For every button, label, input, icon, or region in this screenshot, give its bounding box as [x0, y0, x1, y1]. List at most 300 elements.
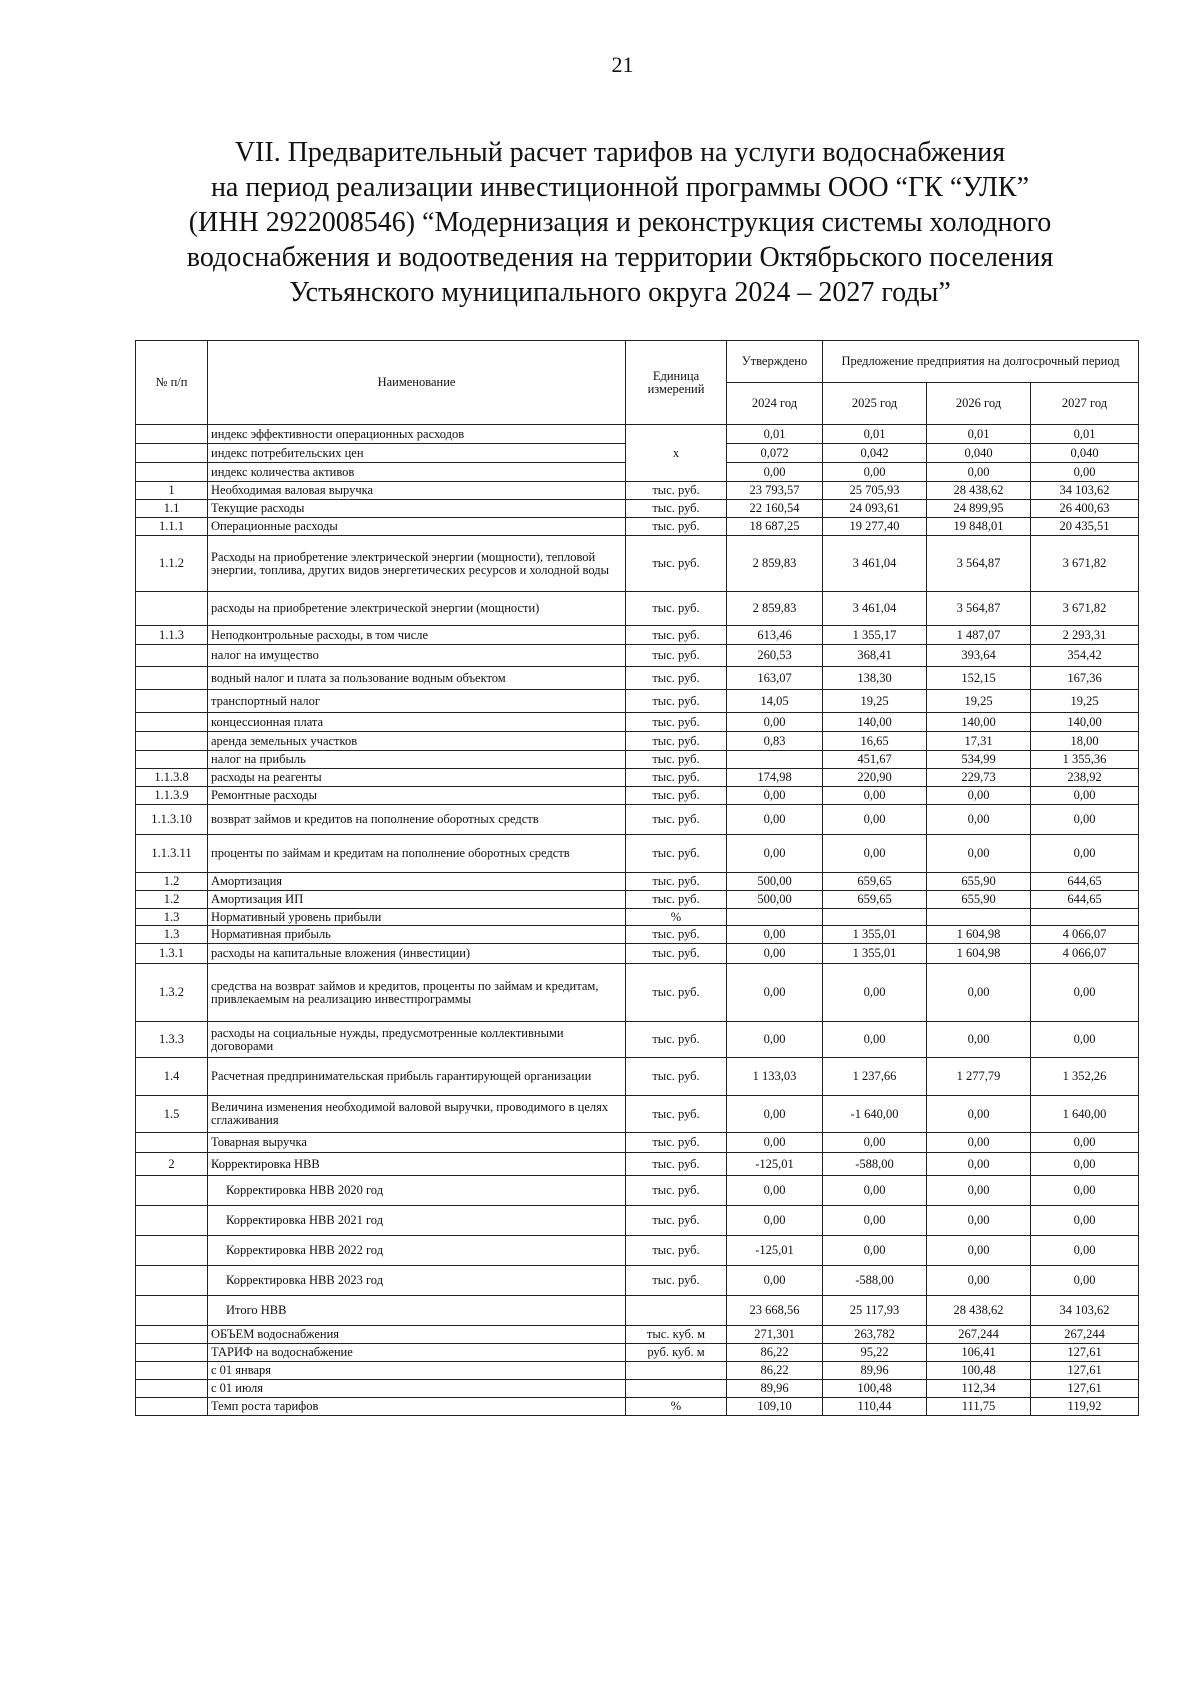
- page-number: 21: [611, 52, 634, 77]
- row-name: Операционные расходы: [208, 518, 626, 536]
- row-value: 644,65: [1031, 891, 1139, 909]
- row-number: [136, 690, 208, 713]
- row-number: 1.1.1: [136, 518, 208, 536]
- row-name: Необходимая валовая выручка: [208, 482, 626, 500]
- row-value: 95,22: [823, 1344, 927, 1362]
- document-title: [120, 135, 1120, 310]
- header-year: 2026 год: [927, 383, 1031, 425]
- row-unit: тыс. куб. м: [626, 1326, 727, 1344]
- row-value: 0,00: [927, 1266, 1031, 1296]
- header-name: Наименование: [208, 341, 626, 425]
- row-value: 3 461,04: [823, 536, 927, 592]
- row-value: 0,00: [727, 944, 823, 964]
- row-value: 167,36: [1031, 667, 1139, 690]
- row-value: 152,15: [927, 667, 1031, 690]
- row-value: 0,00: [927, 805, 1031, 835]
- row-unit: тыс. руб.: [626, 713, 727, 732]
- row-value: 0,00: [727, 805, 823, 835]
- row-number: 1.1.3.11: [136, 835, 208, 873]
- table-row: [136, 944, 1139, 964]
- row-name: индекс количества активов: [208, 463, 626, 482]
- row-number: 1.3: [136, 926, 208, 944]
- table-row: [136, 1344, 1139, 1362]
- title-line: (ИНН 2922008546) “Модернизация и реконструкция системы холодного: [188, 207, 1052, 238]
- row-name: Ремонтные расходы: [208, 787, 626, 805]
- row-number: 1.3: [136, 909, 208, 926]
- row-value: 1 604,98: [927, 944, 1031, 964]
- row-value: 0,00: [927, 787, 1031, 805]
- row-value: 534,99: [927, 751, 1031, 769]
- row-value: 659,65: [823, 891, 927, 909]
- row-value: 0,00: [727, 1022, 823, 1058]
- row-value: 655,90: [927, 873, 1031, 891]
- row-value: 0,00: [823, 964, 927, 1022]
- row-name: Корректировка НВВ 2022 год: [208, 1236, 626, 1266]
- row-value: 20 435,51: [1031, 518, 1139, 536]
- row-value: 263,782: [823, 1326, 927, 1344]
- row-name: Нормативный уровень прибыли: [208, 909, 626, 926]
- row-name: расходы на реагенты: [208, 769, 626, 787]
- table-row: [136, 1096, 1139, 1133]
- row-unit: тыс. руб.: [626, 645, 727, 667]
- row-value: 354,42: [1031, 645, 1139, 667]
- row-value: 0,00: [727, 926, 823, 944]
- row-unit: тыс. руб.: [626, 787, 727, 805]
- row-value: 0,00: [1031, 1153, 1139, 1176]
- row-value: 0,040: [1031, 444, 1139, 463]
- row-value: 2 859,83: [727, 536, 823, 592]
- row-value: 19 277,40: [823, 518, 927, 536]
- row-number: [136, 592, 208, 626]
- row-unit: тыс. руб.: [626, 1058, 727, 1096]
- row-value: 644,65: [1031, 873, 1139, 891]
- row-value: 267,244: [927, 1326, 1031, 1344]
- row-name: расходы на капитальные вложения (инвестиции): [208, 944, 626, 964]
- row-value: 4 066,07: [1031, 926, 1139, 944]
- row-value: 0,00: [823, 1206, 927, 1236]
- row-value: 0,00: [727, 1096, 823, 1133]
- row-name: Нормативная прибыль: [208, 926, 626, 944]
- row-name: транспортный налог: [208, 690, 626, 713]
- row-value: 0,00: [1031, 835, 1139, 873]
- row-value: 0,01: [927, 425, 1031, 444]
- row-value: 4 066,07: [1031, 944, 1139, 964]
- table-row: [136, 1266, 1139, 1296]
- row-name: расходы на приобретение электрической энергии (мощности): [208, 592, 626, 626]
- tariff-table: [135, 340, 1139, 1416]
- title-line: Устьянского муниципального округа 2024 – 2027 годы”: [289, 277, 951, 308]
- row-value: 127,61: [1031, 1362, 1139, 1380]
- row-value: 111,75: [927, 1398, 1031, 1416]
- table-row: [136, 1398, 1139, 1416]
- table-row: [136, 1133, 1139, 1153]
- table-body: [136, 425, 1139, 1416]
- row-unit: тыс. руб.: [626, 1206, 727, 1236]
- row-value: 24 899,95: [927, 500, 1031, 518]
- row-value: 106,41: [927, 1344, 1031, 1362]
- row-number: [136, 1133, 208, 1153]
- row-value: 451,67: [823, 751, 927, 769]
- row-value: 89,96: [823, 1362, 927, 1380]
- row-name: Темп роста тарифов: [208, 1398, 626, 1416]
- row-name: Амортизация: [208, 873, 626, 891]
- row-value: 119,92: [1031, 1398, 1139, 1416]
- row-number: 1.1.3.8: [136, 769, 208, 787]
- row-value: 112,34: [927, 1380, 1031, 1398]
- table-row: [136, 500, 1139, 518]
- row-value: 0,00: [1031, 787, 1139, 805]
- row-value: 271,301: [727, 1326, 823, 1344]
- row-value: 0,00: [1031, 1133, 1139, 1153]
- row-value: 174,98: [727, 769, 823, 787]
- row-name: Товарная выручка: [208, 1133, 626, 1153]
- row-value: 163,07: [727, 667, 823, 690]
- row-unit: тыс. руб.: [626, 835, 727, 873]
- row-value: 0,00: [927, 1133, 1031, 1153]
- row-value: 0,00: [823, 463, 927, 482]
- row-value: 0,00: [927, 1236, 1031, 1266]
- row-value: 0,00: [927, 835, 1031, 873]
- row-number: [136, 1380, 208, 1398]
- row-name: Величина изменения необходимой валовой выручки, проводимого в целях сглаживания: [208, 1096, 626, 1133]
- table-row: [136, 536, 1139, 592]
- row-value: 3 564,87: [927, 592, 1031, 626]
- row-name: аренда земельных участков: [208, 732, 626, 751]
- row-value: 260,53: [727, 645, 823, 667]
- table-row: [136, 1236, 1139, 1266]
- row-value: 0,00: [727, 463, 823, 482]
- header-year: 2024 год: [727, 383, 823, 425]
- row-value: 1 352,26: [1031, 1058, 1139, 1096]
- row-unit: тыс. руб.: [626, 592, 727, 626]
- row-number: 1.3.1: [136, 944, 208, 964]
- row-name: расходы на социальные нужды, предусмотренные коллективными договорами: [208, 1022, 626, 1058]
- row-value: 127,61: [1031, 1380, 1139, 1398]
- row-unit: тыс. руб.: [626, 500, 727, 518]
- table-row: [136, 1362, 1139, 1380]
- row-value: 23 793,57: [727, 482, 823, 500]
- row-value: 0,00: [927, 1153, 1031, 1176]
- row-value: 17,31: [927, 732, 1031, 751]
- row-value: 14,05: [727, 690, 823, 713]
- row-value: 19,25: [1031, 690, 1139, 713]
- row-value: 109,10: [727, 1398, 823, 1416]
- row-value: 0,00: [823, 805, 927, 835]
- row-value: 28 438,62: [927, 482, 1031, 500]
- table-row: [136, 909, 1139, 926]
- row-value: 23 668,56: [727, 1296, 823, 1326]
- row-unit: тыс. руб.: [626, 944, 727, 964]
- row-value: 0,00: [823, 1176, 927, 1206]
- row-value: 1 133,03: [727, 1058, 823, 1096]
- row-name: проценты по займам и кредитам на пополнение оборотных средств: [208, 835, 626, 873]
- row-value: [727, 751, 823, 769]
- row-unit: тыс. руб.: [626, 1096, 727, 1133]
- row-value: 0,00: [1031, 1206, 1139, 1236]
- row-number: [136, 667, 208, 690]
- title-line: VII. Предварительный расчет тарифов на услуги водоснабжения: [234, 137, 1006, 168]
- row-value: 0,01: [727, 425, 823, 444]
- row-value: 18 687,25: [727, 518, 823, 536]
- row-value: 0,00: [727, 964, 823, 1022]
- row-number: 1.1.3: [136, 626, 208, 645]
- row-number: 2: [136, 1153, 208, 1176]
- row-name: Расчетная предпринимательская прибыль гарантирующей организации: [208, 1058, 626, 1096]
- row-value: 34 103,62: [1031, 482, 1139, 500]
- row-value: 229,73: [927, 769, 1031, 787]
- row-value: 0,00: [1031, 1022, 1139, 1058]
- row-number: 1.3.3: [136, 1022, 208, 1058]
- row-value: 0,01: [1031, 425, 1139, 444]
- row-value: 2 293,31: [1031, 626, 1139, 645]
- table-row: [136, 667, 1139, 690]
- row-unit: тыс. руб.: [626, 873, 727, 891]
- row-value: 0,00: [927, 463, 1031, 482]
- row-value: 1 355,01: [823, 926, 927, 944]
- row-unit: [626, 1380, 727, 1398]
- row-name: с 01 января: [208, 1362, 626, 1380]
- row-value: 138,30: [823, 667, 927, 690]
- row-value: 0,00: [727, 1176, 823, 1206]
- row-name: возврат займов и кредитов на пополнение оборотных средств: [208, 805, 626, 835]
- table-row: [136, 873, 1139, 891]
- row-value: 500,00: [727, 873, 823, 891]
- row-value: 0,072: [727, 444, 823, 463]
- row-value: 127,61: [1031, 1344, 1139, 1362]
- table-row: [136, 1058, 1139, 1096]
- row-value: 24 093,61: [823, 500, 927, 518]
- row-value: 1 604,98: [927, 926, 1031, 944]
- row-value: 220,90: [823, 769, 927, 787]
- row-value: 18,00: [1031, 732, 1139, 751]
- row-value: 500,00: [727, 891, 823, 909]
- row-value: -588,00: [823, 1266, 927, 1296]
- table-row: [136, 645, 1139, 667]
- table-row: [136, 751, 1139, 769]
- table-row: [136, 518, 1139, 536]
- row-value: 0,00: [1031, 964, 1139, 1022]
- row-value: 28 438,62: [927, 1296, 1031, 1326]
- row-value: -125,01: [727, 1153, 823, 1176]
- row-unit: [626, 1362, 727, 1380]
- row-value: 1 355,01: [823, 944, 927, 964]
- row-value: 140,00: [927, 713, 1031, 732]
- row-value: 0,00: [927, 1176, 1031, 1206]
- row-name: Амортизация ИП: [208, 891, 626, 909]
- row-unit: тыс. руб.: [626, 805, 727, 835]
- row-value: 655,90: [927, 891, 1031, 909]
- row-value: 0,01: [823, 425, 927, 444]
- table-row: [136, 1380, 1139, 1398]
- row-unit: тыс. руб.: [626, 1022, 727, 1058]
- table-row: [136, 732, 1139, 751]
- row-name: индекс потребительских цен: [208, 444, 626, 463]
- row-value: 0,00: [823, 787, 927, 805]
- row-value: 89,96: [727, 1380, 823, 1398]
- row-number: 1.1.2: [136, 536, 208, 592]
- header-unit: Единица измерений: [626, 341, 727, 425]
- row-number: [136, 444, 208, 463]
- table-row: [136, 769, 1139, 787]
- title-line: на период реализации инвестиционной программы ООО “ГК “УЛК”: [210, 172, 1030, 203]
- row-name: Итого НВВ: [208, 1296, 626, 1326]
- row-unit: х: [626, 425, 727, 482]
- row-number: [136, 1206, 208, 1236]
- row-value: [823, 909, 927, 926]
- row-unit: тыс. руб.: [626, 667, 727, 690]
- row-value: 0,00: [1031, 463, 1139, 482]
- row-value: 140,00: [1031, 713, 1139, 732]
- row-name: Текущие расходы: [208, 500, 626, 518]
- row-unit: тыс. руб.: [626, 891, 727, 909]
- row-value: 0,00: [927, 964, 1031, 1022]
- row-number: [136, 645, 208, 667]
- row-unit: тыс. руб.: [626, 964, 727, 1022]
- row-value: 3 564,87: [927, 536, 1031, 592]
- row-number: [136, 732, 208, 751]
- row-value: 0,00: [727, 1266, 823, 1296]
- row-name: ОБЪЕМ водоснабжения: [208, 1326, 626, 1344]
- row-unit: тыс. руб.: [626, 518, 727, 536]
- row-name: водный налог и плата за пользование водным объектом: [208, 667, 626, 690]
- row-number: [136, 425, 208, 444]
- row-value: 613,46: [727, 626, 823, 645]
- table-row: [136, 787, 1139, 805]
- table-row: [136, 926, 1139, 944]
- row-value: 3 671,82: [1031, 536, 1139, 592]
- table-row: [136, 805, 1139, 835]
- row-value: 1 487,07: [927, 626, 1031, 645]
- row-unit: тыс. руб.: [626, 769, 727, 787]
- row-value: 3 461,04: [823, 592, 927, 626]
- row-value: 3 671,82: [1031, 592, 1139, 626]
- row-value: 0,00: [927, 1206, 1031, 1236]
- row-name: средства на возврат займов и кредитов, проценты по займам и кредитам, привлекаемым на реализацию инвестпрограммы: [208, 964, 626, 1022]
- row-value: 1 277,79: [927, 1058, 1031, 1096]
- row-value: 26 400,63: [1031, 500, 1139, 518]
- table-row: [136, 1296, 1139, 1326]
- row-value: 16,65: [823, 732, 927, 751]
- row-unit: тыс. руб.: [626, 1176, 727, 1206]
- row-name: Неподконтрольные расходы, в том числе: [208, 626, 626, 645]
- row-number: [136, 1398, 208, 1416]
- row-name: налог на прибыль: [208, 751, 626, 769]
- row-unit: %: [626, 909, 727, 926]
- row-value: 86,22: [727, 1344, 823, 1362]
- table-row: [136, 1022, 1139, 1058]
- row-unit: тыс. руб.: [626, 1266, 727, 1296]
- row-value: 2 859,83: [727, 592, 823, 626]
- row-value: 1 640,00: [1031, 1096, 1139, 1133]
- header-proposal: Предложение предприятия на долгосрочный период: [823, 341, 1139, 383]
- row-number: [136, 1296, 208, 1326]
- row-value: -125,01: [727, 1236, 823, 1266]
- row-unit: тыс. руб.: [626, 690, 727, 713]
- header-year: 2025 год: [823, 383, 927, 425]
- row-value: 0,00: [727, 1133, 823, 1153]
- row-value: 267,244: [1031, 1326, 1139, 1344]
- table-row: [136, 713, 1139, 732]
- row-name: с 01 июля: [208, 1380, 626, 1398]
- row-number: [136, 1236, 208, 1266]
- row-number: [136, 1176, 208, 1206]
- row-unit: тыс. руб.: [626, 926, 727, 944]
- row-value: 19,25: [823, 690, 927, 713]
- table-row: [136, 891, 1139, 909]
- row-value: 0,83: [727, 732, 823, 751]
- row-number: [136, 1362, 208, 1380]
- row-name: концессионная плата: [208, 713, 626, 732]
- header-year: 2027 год: [1031, 383, 1139, 425]
- row-unit: тыс. руб.: [626, 1133, 727, 1153]
- row-value: 140,00: [823, 713, 927, 732]
- table-row: [136, 626, 1139, 645]
- row-number: 1.2: [136, 891, 208, 909]
- row-name: Корректировка НВВ 2021 год: [208, 1206, 626, 1236]
- table-row: [136, 482, 1139, 500]
- row-unit: [626, 1296, 727, 1326]
- row-value: -1 640,00: [823, 1096, 927, 1133]
- row-number: 1.1.3.9: [136, 787, 208, 805]
- row-value: 100,48: [927, 1362, 1031, 1380]
- row-number: [136, 463, 208, 482]
- row-value: 34 103,62: [1031, 1296, 1139, 1326]
- row-value: 86,22: [727, 1362, 823, 1380]
- row-value: 1 355,36: [1031, 751, 1139, 769]
- header-num: № п/п: [136, 341, 208, 425]
- row-value: 1 237,66: [823, 1058, 927, 1096]
- row-value: 0,00: [823, 835, 927, 873]
- row-value: 19 848,01: [927, 518, 1031, 536]
- row-value: 0,00: [823, 1133, 927, 1153]
- row-value: 110,44: [823, 1398, 927, 1416]
- title-line: водоснабжения и водоотведения на территории Октябрьского поселения: [186, 242, 1054, 273]
- row-unit: тыс. руб.: [626, 1153, 727, 1176]
- row-number: 1.2: [136, 873, 208, 891]
- table-row: [136, 835, 1139, 873]
- row-value: 0,040: [927, 444, 1031, 463]
- row-name: индекс эффективности операционных расходов: [208, 425, 626, 444]
- row-number: [136, 1326, 208, 1344]
- row-value: 0,00: [727, 787, 823, 805]
- row-value: 25 705,93: [823, 482, 927, 500]
- row-number: [136, 1266, 208, 1296]
- header-approved: Утверждено: [727, 341, 823, 383]
- table-row: [136, 592, 1139, 626]
- row-value: 0,00: [927, 1022, 1031, 1058]
- row-number: 1.5: [136, 1096, 208, 1133]
- row-unit: тыс. руб.: [626, 536, 727, 592]
- row-value: 0,00: [1031, 1236, 1139, 1266]
- row-value: 393,64: [927, 645, 1031, 667]
- row-name: Корректировка НВВ: [208, 1153, 626, 1176]
- row-number: 1.1: [136, 500, 208, 518]
- row-number: 1.1.3.10: [136, 805, 208, 835]
- row-value: [927, 909, 1031, 926]
- row-value: 22 160,54: [727, 500, 823, 518]
- row-value: 238,92: [1031, 769, 1139, 787]
- table-row: [136, 1206, 1139, 1236]
- row-unit: руб. куб. м: [626, 1344, 727, 1362]
- row-unit: тыс. руб.: [626, 626, 727, 645]
- row-value: 0,00: [727, 835, 823, 873]
- row-number: 1.3.2: [136, 964, 208, 1022]
- row-value: 19,25: [927, 690, 1031, 713]
- row-unit: тыс. руб.: [626, 751, 727, 769]
- row-unit: тыс. руб.: [626, 1236, 727, 1266]
- table-row: [136, 1153, 1139, 1176]
- row-unit: %: [626, 1398, 727, 1416]
